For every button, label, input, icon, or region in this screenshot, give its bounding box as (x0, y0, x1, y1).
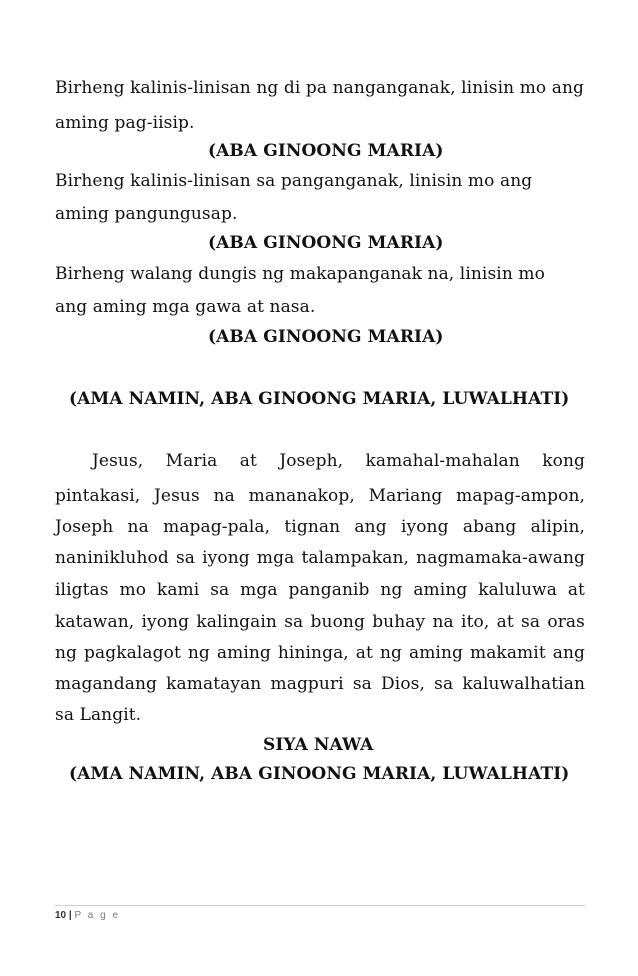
litany-line-6: ang aming mga gawa at nasa. (55, 297, 316, 317)
refrain-2: (ABA GINOONG MARIA) (208, 233, 444, 253)
prayer-line-9: sa Langit. (55, 705, 142, 725)
litany-line-1: Birheng kalinis-linisan ng di pa nanganganak, linisin mo ang (55, 78, 585, 98)
litany-line-5: Birheng walang dungis ng makapanganak na, linisin mo (55, 264, 545, 284)
page-number: 10 (55, 910, 67, 921)
prayer-line-8: magandang kamatayan magpuri sa Dios, sa kaluwalhatian (55, 674, 585, 694)
litany-line-2: aming pag-iisip. (55, 113, 195, 133)
prayer-line-6: katawan, iyong kalingain sa buong buhay na ito, at sa oras (55, 612, 585, 632)
prayers-heading-1: (AMA NAMIN, ABA GINOONG MARIA, LUWALHATI) (69, 389, 570, 409)
amen-heading: SIYA NAWA (263, 735, 374, 755)
refrain-1: (ABA GINOONG MARIA) (208, 141, 444, 161)
footer-divider (55, 905, 585, 906)
prayer-line-1: Jesus, Maria at Joseph, kamahal-mahalan kong (92, 451, 585, 471)
prayer-line-5: iligtas mo kami sa mga panganib ng aming kaluluwa at (55, 580, 585, 600)
prayer-line-4: naninikluhod sa iyong mga talampakan, nagmamaka-awang (55, 548, 585, 568)
page-label: P a g e (74, 910, 121, 921)
page-footer (55, 910, 120, 921)
prayer-line-2: pintakasi, Jesus na mananakop, Mariang mapag-ampon, (55, 486, 585, 506)
prayer-line-7: ng pagkalagot ng aming hininga, at ng aming makamit ang (55, 643, 585, 663)
footer-separator: | (68, 910, 72, 921)
refrain-3: (ABA GINOONG MARIA) (208, 327, 444, 347)
prayer-line-3: Joseph na mapag-pala, tignan ang iyong abang alipin, (55, 517, 585, 537)
prayers-heading-2: (AMA NAMIN, ABA GINOONG MARIA, LUWALHATI) (69, 764, 570, 784)
litany-line-4: aming pangungusap. (55, 204, 238, 224)
litany-line-3: Birheng kalinis-linisan sa panganganak, linisin mo ang (55, 171, 533, 191)
